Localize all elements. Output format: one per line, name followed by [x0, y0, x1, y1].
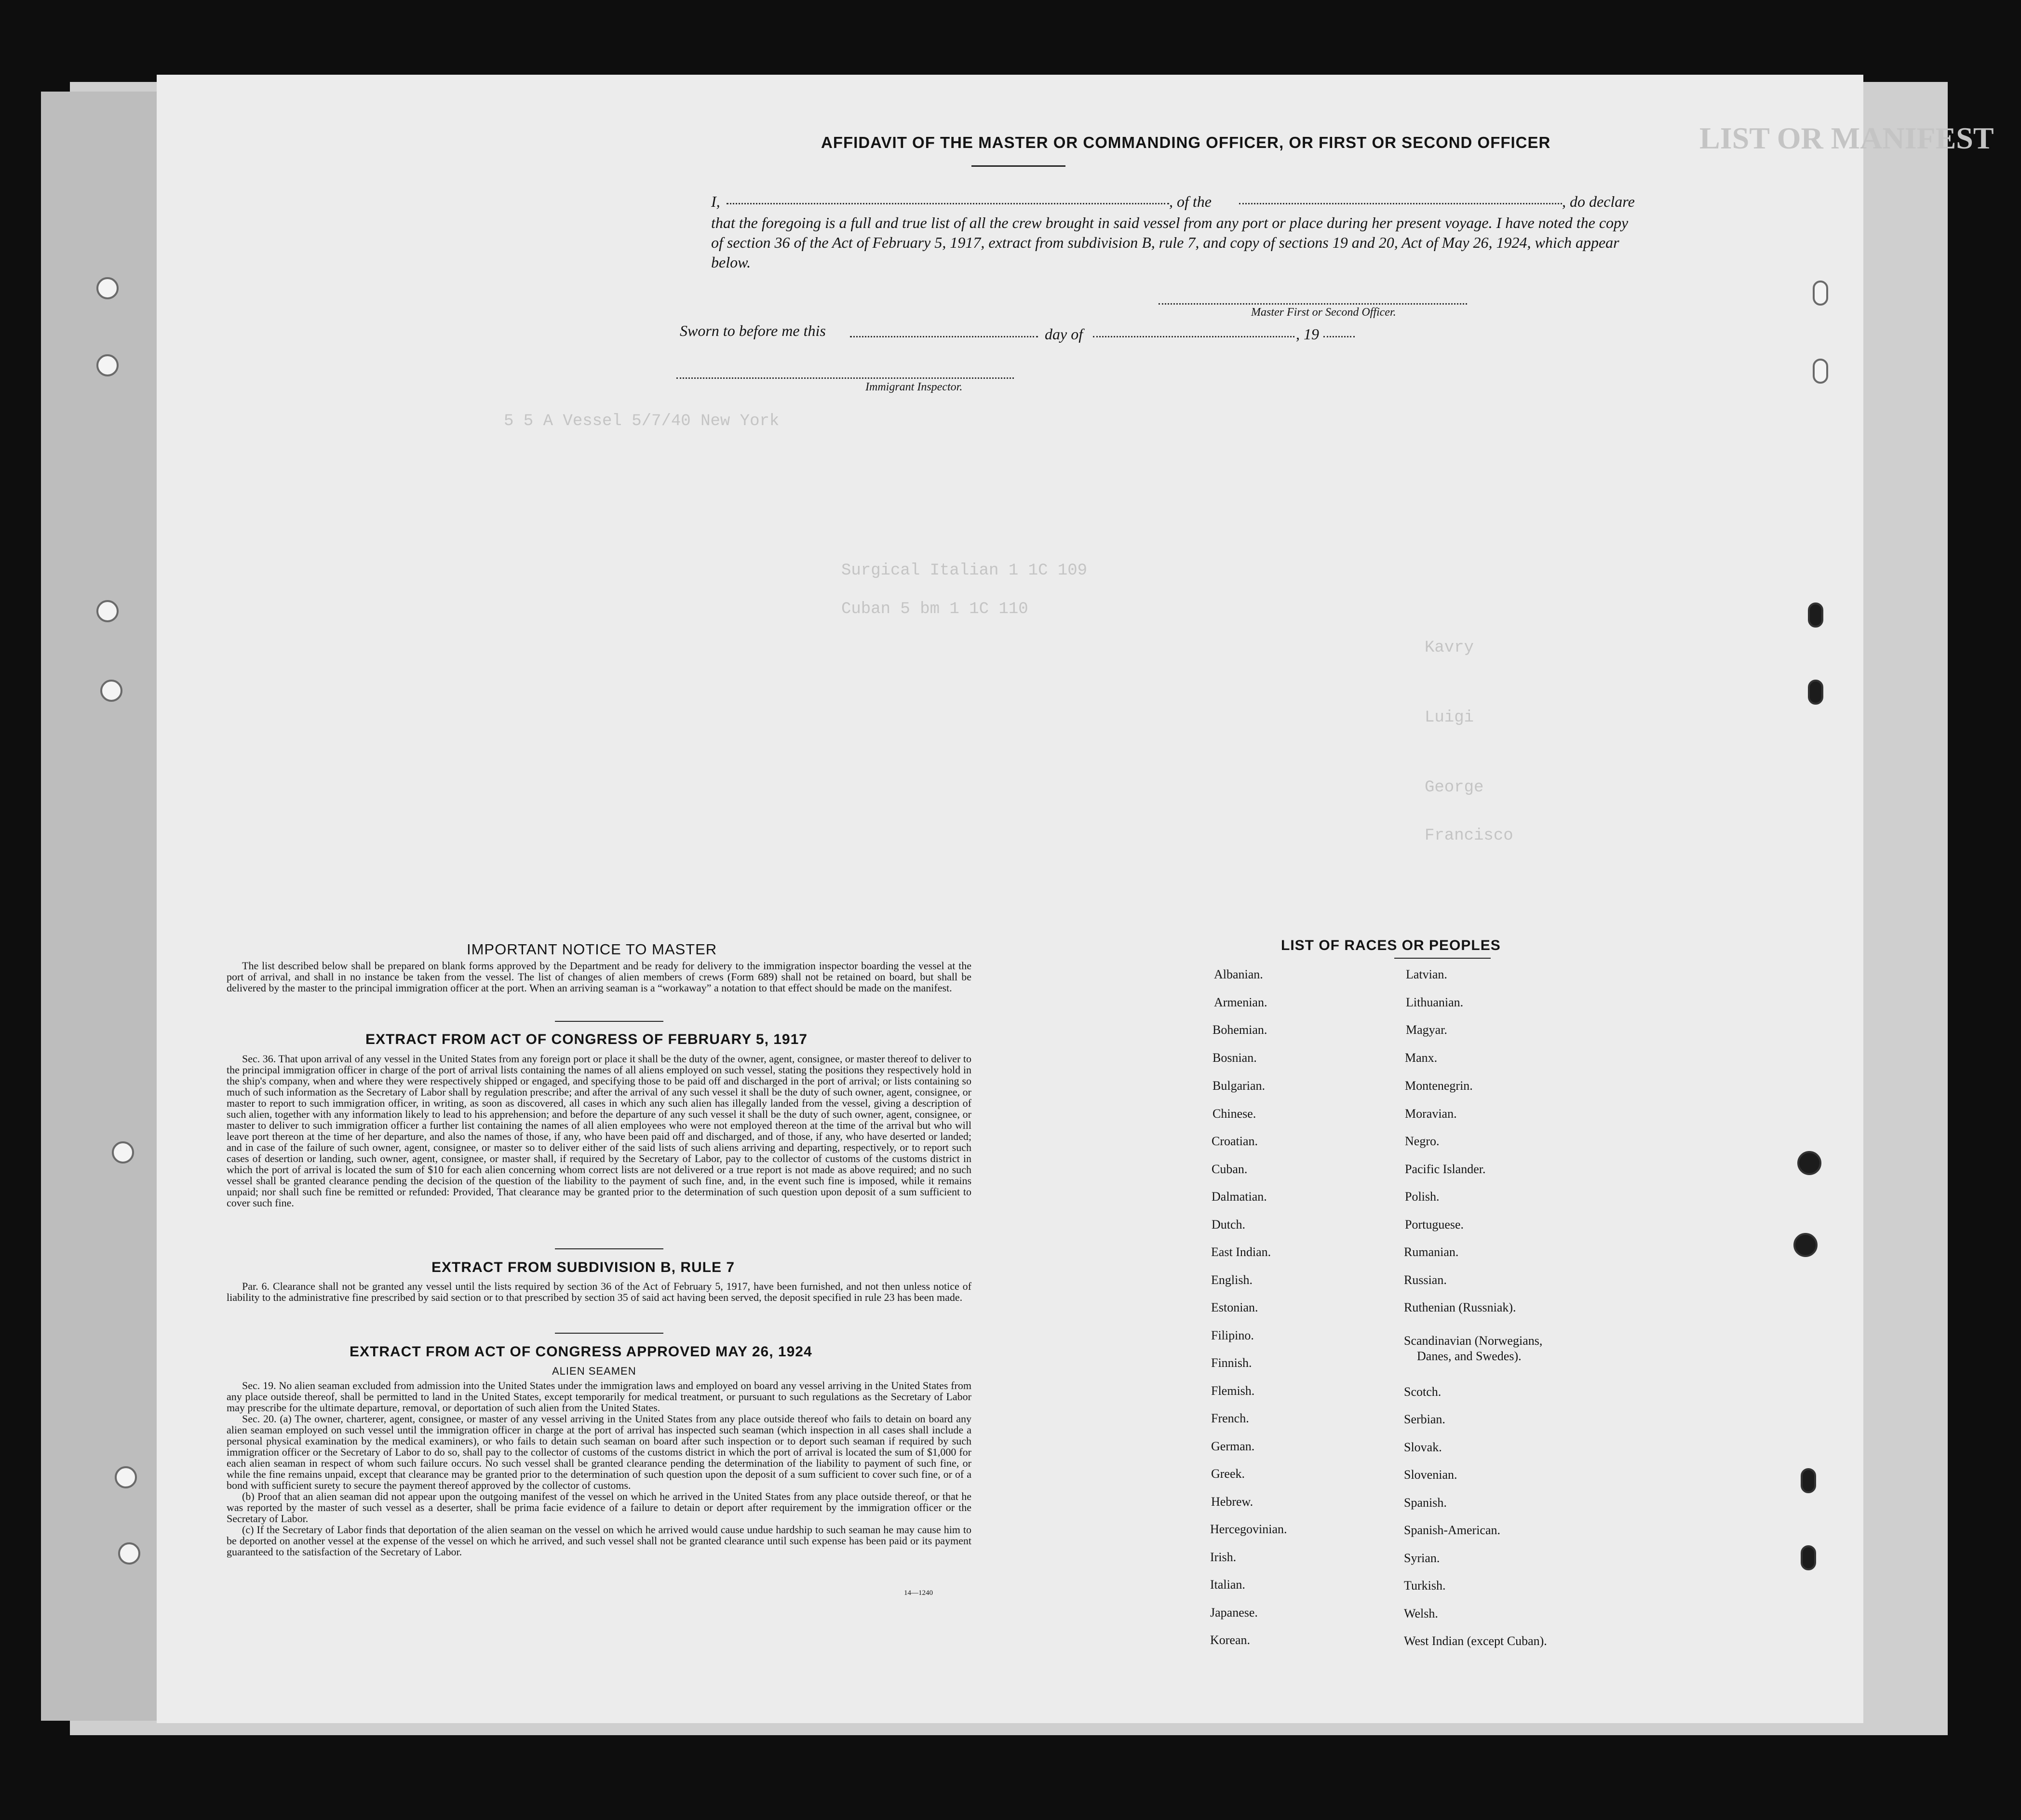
race-item: East Indian. [1211, 1245, 1271, 1259]
race-item: Manx. [1405, 1051, 1438, 1065]
race-item: German. [1211, 1439, 1255, 1453]
notice-paragraph: The list described below shall be prepared on blank forms approved by the Department and be ready for delivery to the immigration inspector boarding the vessel at the port of arrival, and shall in no instance be taken from the vessel. The list of changes of alien members of crews (Form 689) shall not be retained on board, but shall be delivered by the master to the principal immigration officer at the port. When an arriving seaman is a “workaway” a notation to that effect should be made on the manifest. [227, 960, 971, 994]
race-item: Armenian. [1214, 995, 1267, 1009]
declaration-text: that the foregoing is a full and true list of all the crew brought in said vessel from any port or place during her present voyage. I have noted the copy of section 36 of the Act of February 5, 1917, extract from subdivision B, rule 7, and copy of sections 19 and 20, Act of May 26, 1924, which appear below. [711, 214, 1629, 271]
race-item: Montenegrin. [1405, 1079, 1473, 1093]
race-item: Cuban. [1212, 1162, 1248, 1176]
race-item: West Indian (except Cuban). [1404, 1634, 1547, 1648]
race-item: Finnish. [1211, 1356, 1252, 1370]
race-item: Polish. [1405, 1190, 1440, 1204]
race-item: Irish. [1210, 1550, 1237, 1564]
sec-19-paragraph: Sec. 19. No alien seaman excluded from admission into the United States under the immigration laws and employed on board any vessel arriving in the United States from any place outside thereof, shall be permitted to land in the United States, except temporarily for medical treatment, or pursuant to such regulations as the Secretary of Labor may prescribe for the ultimate departure, removal, or deportation of such alien from the United States. [227, 1379, 971, 1414]
race-item: Negro. [1405, 1134, 1440, 1148]
extract-rule7-text [227, 1281, 971, 1303]
race-item: Hebrew. [1211, 1495, 1253, 1509]
race-item: Hercegovinian. [1210, 1522, 1287, 1536]
master-signature-line[interactable] [1159, 303, 1467, 305]
reverse-bleed: LIST OR MANIFEST [1699, 121, 1994, 155]
race-item: Bosnian. [1213, 1051, 1257, 1065]
binder-hole [96, 354, 119, 376]
reverse-bleed: Francisco [1425, 827, 1513, 845]
race-item: Korean. [1210, 1633, 1251, 1647]
race-item: Latvian. [1406, 967, 1447, 981]
race-item: Rumanian. [1404, 1245, 1459, 1259]
section-rule [555, 1333, 663, 1334]
year-label: , 19 [1296, 325, 1319, 343]
declare-label: , do declare [1562, 193, 1635, 210]
race-item: Turkish. [1404, 1579, 1446, 1592]
reverse-bleed: George [1425, 778, 1484, 797]
master-signature-label: Master First or Second Officer. [1251, 306, 1396, 319]
race-item: Dutch. [1212, 1218, 1246, 1231]
race-item: Welsh. [1404, 1606, 1438, 1620]
race-item: Spanish-American. [1404, 1523, 1501, 1537]
binder-hole [1808, 680, 1823, 705]
reverse-bleed: Kavry [1425, 639, 1474, 657]
binder-hole [115, 1466, 137, 1488]
extract-rule7-title: EXTRACT FROM SUBDIVISION B, RULE 7 [431, 1259, 735, 1275]
affidavit-title: AFFIDAVIT OF THE MASTER OR COMMANDING OFFICER, OR FIRST OR SECOND OFFICER [821, 134, 1551, 151]
race-item: Japanese. [1210, 1606, 1258, 1619]
race-item: Moravian. [1405, 1107, 1457, 1121]
reverse-bleed: Cuban 5 bm 1 1C 110 [841, 600, 1028, 618]
race-item: Lithuanian. [1406, 995, 1464, 1009]
race-item: Ruthenian (Russniak). [1404, 1300, 1516, 1314]
binder-hole [1813, 359, 1828, 384]
race-item: Albanian. [1214, 967, 1263, 981]
reverse-bleed: 5 5 A Vessel 5/7/40 New York [504, 412, 780, 430]
race-item: Scandinavian (Norwegians, [1404, 1334, 1543, 1348]
race-item: Italian. [1210, 1578, 1245, 1592]
races-title-rule [1394, 958, 1491, 959]
binder-hole [118, 1542, 140, 1565]
race-item: Croatian. [1212, 1134, 1258, 1148]
sec-20b-paragraph: (b) Proof that an alien seaman did not appear upon the outgoing manifest of the vessel on which he arrived in the United States from any place outside thereof, or that he was reported by the master of such vessel as a deserter, shall be prima facie evidence of a failure to detain or deport after requirement by the immigration officer or the Secretary of Labor. [227, 1490, 971, 1525]
notice-title: IMPORTANT NOTICE TO MASTER [467, 941, 717, 958]
race-item: Estonian. [1211, 1300, 1258, 1314]
sworn-label: Sworn to before me this [680, 322, 826, 339]
binder-hole [1801, 1545, 1816, 1570]
binder-hole [1808, 602, 1823, 628]
race-item: Magyar. [1406, 1023, 1447, 1037]
race-item: Russian. [1404, 1273, 1447, 1287]
race-item: English. [1211, 1273, 1253, 1287]
extract-1924-text [227, 1380, 971, 1557]
vessel-blank[interactable] [1239, 203, 1562, 204]
par-6-paragraph: Par. 6. Clearance shall not be granted any vessel until the lists required by section 36 of the Act of February 5, 1917, have been furnished, and not then unless notice of liability to the administrative fine prescribed by said section or to that prescribed by section 35 of said act having been served, the deposit specified in rule 23 has been made. [227, 1280, 971, 1303]
underlying-page-edge [41, 92, 157, 1721]
binder-hole [1797, 1151, 1821, 1175]
inspector-signature-label: Immigrant Inspector. [865, 381, 963, 393]
extract-1917-text [227, 1053, 971, 1208]
section-rule [555, 1248, 663, 1249]
title-rule [971, 165, 1065, 167]
race-item: Greek. [1211, 1467, 1245, 1481]
notice-text [227, 960, 971, 993]
reverse-bleed: Luigi [1425, 709, 1474, 727]
sworn-month-blank[interactable] [1093, 336, 1294, 337]
race-item: Pacific Islander. [1405, 1162, 1486, 1176]
sworn-year-blank[interactable] [1323, 336, 1355, 337]
race-item: Bulgarian. [1213, 1079, 1266, 1093]
binder-hole [1793, 1233, 1818, 1257]
race-item: Chinese. [1213, 1107, 1256, 1121]
binder-hole [1801, 1468, 1816, 1493]
alien-seamen-subtitle: ALIEN SEAMEN [552, 1365, 636, 1377]
reverse-bleed: Surgical Italian 1 1C 109 [841, 562, 1088, 580]
name-blank[interactable] [727, 203, 1169, 204]
extract-1924-title: EXTRACT FROM ACT OF CONGRESS APPROVED MAY 26, 1924 [350, 1344, 812, 1360]
day-of-label: day of [1045, 325, 1083, 343]
sworn-day-blank[interactable] [850, 336, 1038, 337]
race-item: Scotch. [1404, 1385, 1442, 1399]
race-item: Filipino. [1211, 1328, 1254, 1342]
race-item: Slovenian. [1404, 1468, 1457, 1482]
race-item: Dalmatian. [1212, 1190, 1267, 1204]
form-number: 14—1240 [904, 1589, 933, 1597]
binder-hole [100, 680, 122, 702]
race-item: Portuguese. [1405, 1218, 1464, 1231]
race-item: Syrian. [1404, 1551, 1440, 1565]
of-label: , of the [1169, 193, 1212, 210]
inspector-signature-line[interactable] [676, 377, 1014, 379]
race-item: Bohemian. [1213, 1023, 1267, 1037]
sec-36-paragraph: Sec. 36. That upon arrival of any vessel in the United States from any foreign port or place it shall be the duty of the owner, agent, consignee, or master thereof to deliver to the principal immigration officer in charge of the port of arrival lists containing the names of all aliens employed on such vessel, stating the positions they respectively hold in the ship's company, when and where they were respectively shipped or engaged, and specifying those to be paid off and discharged in the port of arrival; or lists containing so much of such information as the Secretary of Labor shall by regulation prescribe; and after the arrival of any such vessel it shall be the duty of such owner, agent, consignee, or master to report to such immigration officer, in writing, as soon as discovered, all cases in which any such alien has illegally landed from the vessel, giving a description of such alien, together with any information likely to lead to his apprehension; and before the departure of any such vessel it shall be the duty of such owner, agent, consignee, or master to deliver to such immigration officer a further list containing the names of all alien employees who were not employed thereon at the time of the arrival but who will leave port thereon at the time of her departure, and also the names of those, if any, who have been paid off and discharged, and of those, if any, who have deserted or landed; and in case of the failure of such owner, agent, consignee, or master so to deliver either of the said lists of such aliens arriving and departing, respectively, or to report such cases of desertion or landing, such owner, agent, consignee, or master shall, if required by the Secretary of Labor, pay to the collector of customs of the customs district in which the port of arrival is located the sum of $10 for each alien concerning whom correct lists are not delivered or a true report is not made as above required; and no such vessel shall be granted clearance pending the decision of the question of the liability to the payment of such fine, and, in the event such fine is imposed, while it remains unpaid; nor shall such fine be remitted or refunded: Provided, That clearance may be granted prior to the determination of such question upon deposit of a sum sufficient to cover such fine. [227, 1053, 971, 1209]
race-item: Slovak. [1404, 1440, 1442, 1454]
race-item: Flemish. [1211, 1384, 1255, 1398]
race-item: Spanish. [1404, 1496, 1447, 1510]
affidavit-page [157, 75, 1994, 1723]
binder-hole [112, 1141, 134, 1164]
race-item: Danes, and Swedes). [1417, 1349, 1522, 1363]
binder-hole [96, 277, 119, 299]
sec-20a-paragraph: Sec. 20. (a) The owner, charterer, agent, consignee, or master of any vessel arriving in the United States from any place outside thereof who fails to detain on board any alien seaman employed on such vessel until the immigration officer in charge at the port of arrival has inspected such seaman (which inspection in all cases shall include a personal physical examination by the medical examiners), or who fails to detain such seaman on board after such inspection or to deport such seaman if required by such immigration officer or the Secretary of Labor to do so, shall pay to the collector of customs of the customs district in which the port of arrival is located the sum of $1,000 for each alien seaman in respect of whom such failure occurs. No such vessel shall be granted clearance pending the determination of the liability to payment of such fine, or while the fine remains unpaid, except that clearance may be granted prior to the determination of such question upon the deposit of a sum sufficient to cover such fine, or of a bond with sufficient surety to secure the payment thereof approved by the collector of customs. [227, 1413, 971, 1491]
extract-1917-title: EXTRACT FROM ACT OF CONGRESS OF FEBRUARY 5, 1917 [365, 1031, 808, 1047]
binder-hole [1813, 281, 1828, 306]
sec-20c-paragraph: (c) If the Secretary of Labor finds that deportation of the alien seaman on the vessel on which he arrived would cause undue hardship to such seaman he may cause him to be deported on another vessel at the expense of the vessel on which he arrived, and such vessel shall not be granted clearance until such expense has been paid or its payment guaranteed to the satisfaction of the Secretary of Labor. [227, 1524, 971, 1558]
race-item: French. [1211, 1411, 1249, 1425]
i-label: I, [711, 193, 720, 210]
races-title: LIST OF RACES OR PEOPLES [1281, 937, 1501, 953]
binder-hole [96, 600, 119, 622]
race-item: Serbian. [1404, 1412, 1445, 1426]
section-rule [555, 1021, 663, 1022]
